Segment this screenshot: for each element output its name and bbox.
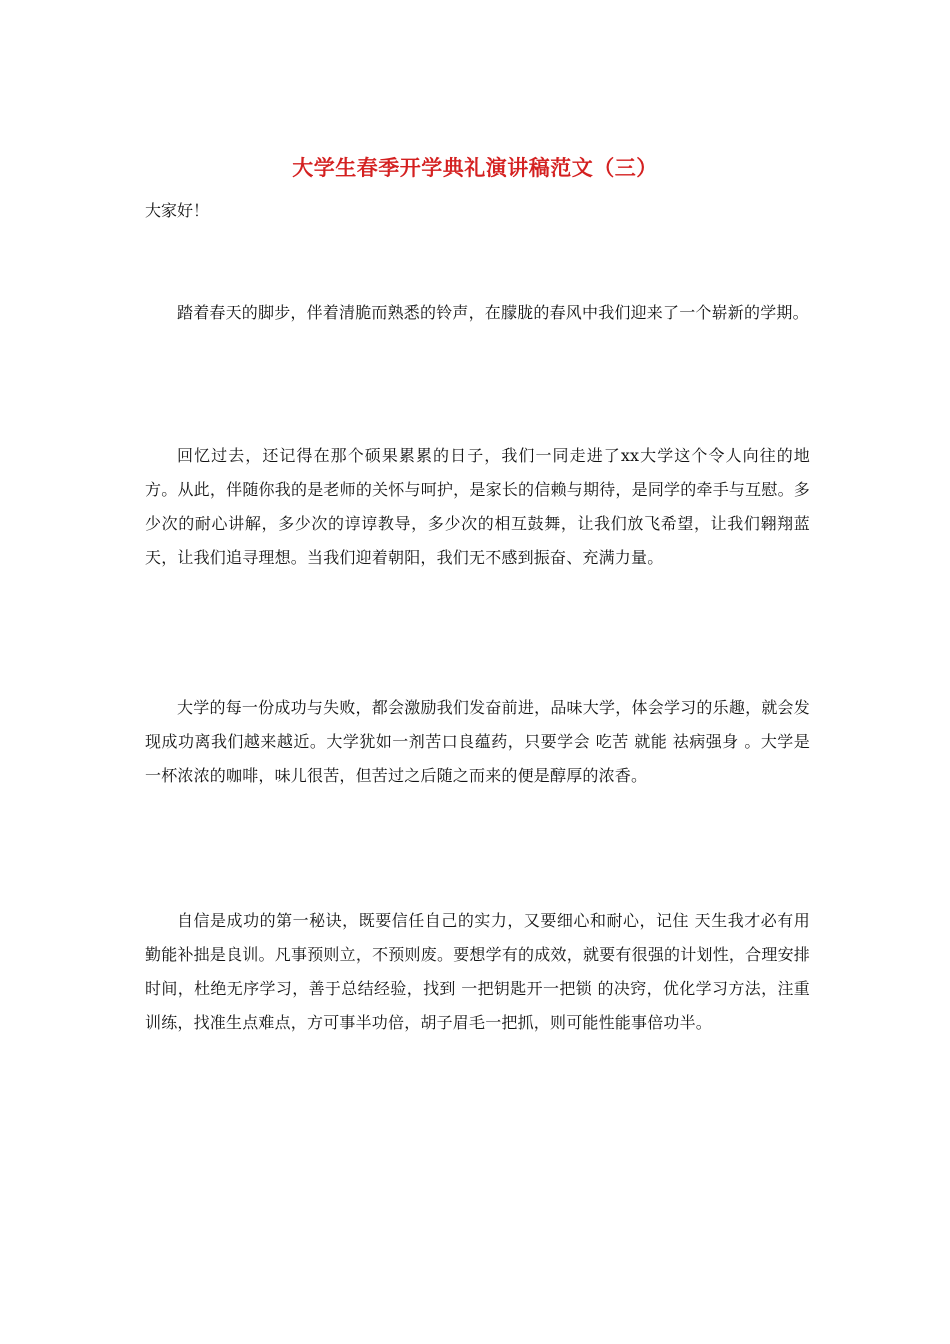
paragraph-1: 踏着春天的脚步，伴着清脆而熟悉的铃声，在朦胧的春风中我们迎来了一个崭新的学期。	[177, 303, 809, 322]
paragraph-4: 自信是成功的第一秘诀，既要信任自己的实力，又要细心和耐心，记住 天生我才必有用 勤能补拙是良训。凡事预则立，不预则废。要想学有的成效，就要有很强的计划性，合理安排时间，杜绝无序学习，善于总结经验，找到 一把钥匙开一把锁 的决窍，优化学习方法，注重训练，找准生点难点，方可事半功倍，胡子眉毛一把抓，则可能性能事倍功半。	[145, 911, 810, 1032]
paragraph-2: 回忆过去，还记得在那个硕果累累的日子，我们一同走进了xx大学这个令人向往的地方。从此，伴随你我的是老师的关怀与呵护，是家长的信赖与期待，是同学的牵手与互慰。多少次的耐心讲解，多少次的谆谆教导，多少次的相互鼓舞，让我们放飞希望，让我们翱翔蓝天，让我们追寻理想。当我们迎着朝阳，我们无不感到振奋、充满力量。	[145, 446, 810, 567]
greeting-line: 大家好！	[145, 201, 210, 220]
document-title: 大学生春季开学典礼演讲稿范文（三）	[292, 155, 658, 180]
paragraph-3: 大学的每一份成功与失败，都会激励我们发奋前进，品味大学，体会学习的乐趣，就会发现成功离我们越来越近。大学犹如一剂苦口良蕴药，只要学会 吃苦 就能 祛病强身 。大学是一杯浓浓的咖啡，味儿很苦，但苦过之后随之而来的便是醇厚的浓香。	[145, 698, 810, 785]
